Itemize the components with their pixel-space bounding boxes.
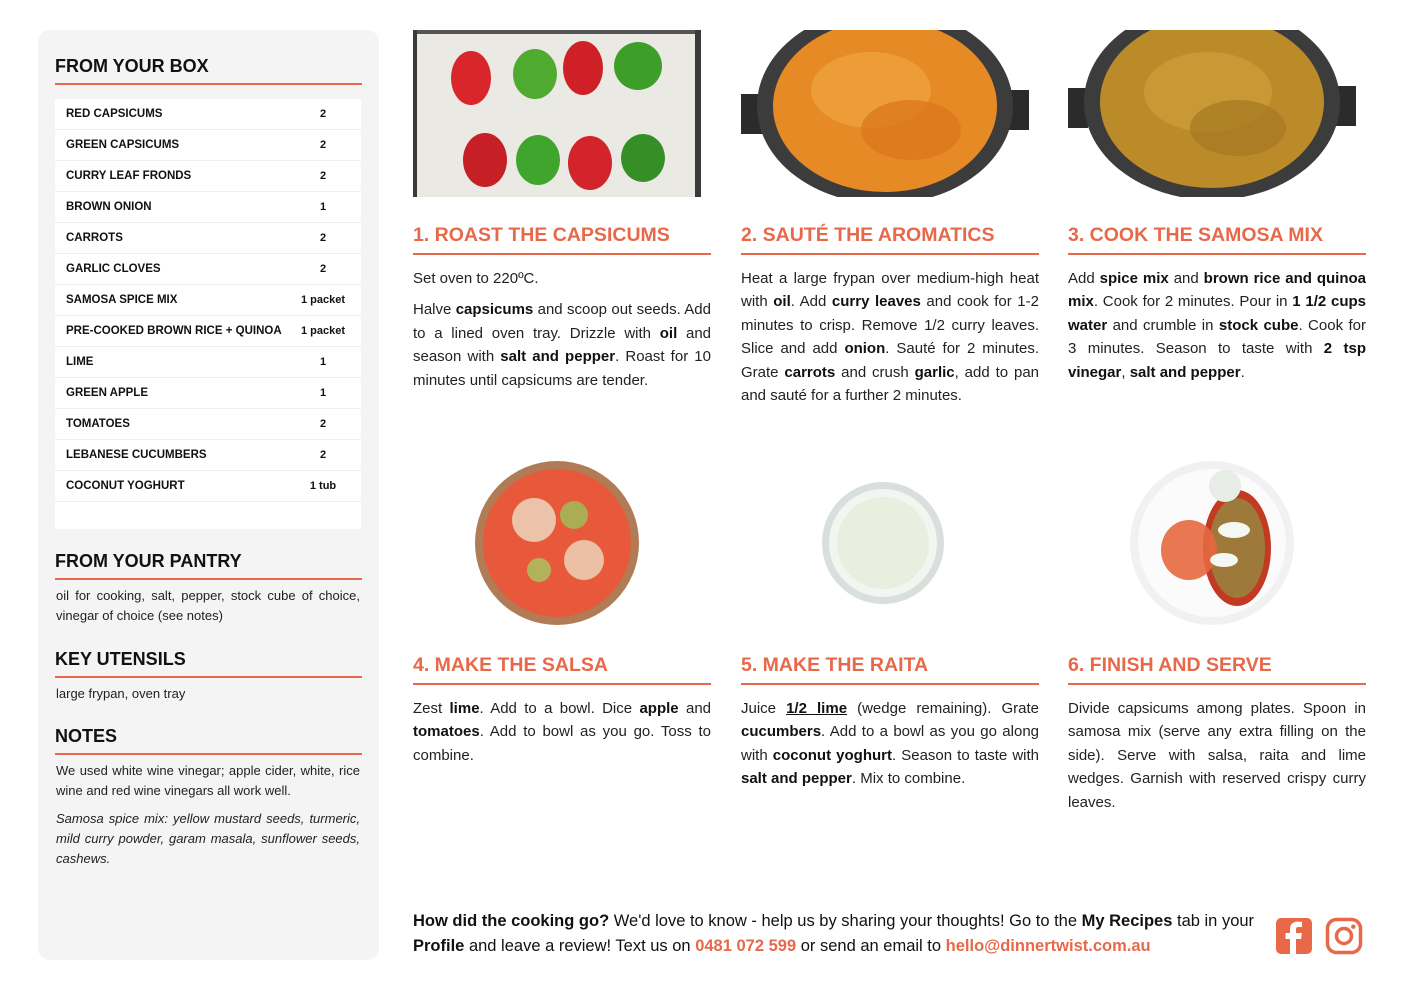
ingredient-highlight: oil	[773, 293, 791, 311]
step-text: . Add	[790, 293, 832, 311]
finished-plate-photo	[1129, 460, 1295, 626]
ingredient-name: COCONUT YOGHURT	[66, 480, 185, 492]
footer-text-3: and leave a review! Text us on	[464, 937, 696, 955]
ingredient-name: GREEN APPLE	[66, 387, 149, 399]
step-text: . Cook for 3 minutes. Season to taste with	[1068, 316, 1366, 358]
step-text: and	[1168, 270, 1204, 287]
ingredient-highlight: garlic	[914, 363, 955, 381]
instagram-icon[interactable]	[1325, 917, 1363, 955]
ingredient-name: CURRY LEAF FRONDS	[66, 170, 192, 182]
ingredient-qty: 2	[319, 449, 327, 461]
salsa-bowl-photo	[474, 460, 640, 626]
step-2-title: 2. SAUTÉ THE AROMATICS	[741, 224, 1039, 255]
notes-text-1: We used white wine vinegar; apple cider, white, rice wine and red wine vinegars all work well.	[56, 763, 360, 798]
step-text: . Add to a bowl. Dice	[479, 700, 640, 717]
step-text: Zest	[413, 700, 450, 717]
ingredient-highlight: spice mix	[1099, 270, 1169, 287]
footer-question: How did the cooking go?	[413, 912, 610, 930]
ingredient-row	[55, 130, 361, 161]
ingredient-highlight: salt and pepper	[1129, 363, 1241, 381]
ingredient-qty: 2	[319, 232, 327, 244]
ingredient-name: RED CAPSICUMS	[66, 108, 163, 120]
samosa-mix-photo	[1068, 30, 1356, 197]
ingredient-highlight: carrots	[784, 363, 836, 381]
step-text: . Cook for 2 minutes. Pour in	[1093, 293, 1293, 311]
box-ingredients-table	[55, 99, 361, 529]
ingredient-highlight: 1 1/2 cups water	[1068, 293, 1366, 334]
ingredient-highlight: cucumbers	[741, 723, 822, 741]
ingredient-qty: 1 packet	[300, 325, 346, 337]
step-text: . Add to a bowl as you go along with	[741, 723, 1039, 764]
step-text: and crush	[835, 363, 915, 381]
ingredients-sidebar	[38, 30, 379, 960]
utensils-title: KEY UTENSILS	[55, 649, 362, 678]
step-text: and scoop out seeds. Add to a lined oven tray. Drizzle with	[413, 301, 711, 342]
step-text: . Add to bowl as you go. Toss to combine.	[413, 723, 711, 764]
step-4-body	[413, 697, 711, 775]
ingredient-highlight: curry leaves	[831, 293, 921, 311]
ingredient-highlight: tomatoes	[413, 723, 480, 741]
step-text: .	[1240, 363, 1245, 381]
step-4-title: 4. MAKE THE SALSA	[413, 654, 711, 685]
phone-link[interactable]: 0481 072 599	[695, 937, 797, 955]
ingredient-row	[55, 347, 361, 378]
step-1-title: 1. ROAST THE CAPSICUMS	[413, 224, 711, 255]
saute-aromatics-photo	[741, 30, 1029, 197]
facebook-icon[interactable]	[1275, 917, 1313, 955]
box-title: FROM YOUR BOX	[55, 56, 362, 85]
ingredient-highlight: brown rice and quinoa mix	[1068, 270, 1366, 311]
step-paragraph	[413, 298, 711, 392]
step-paragraph	[1068, 697, 1366, 814]
ingredient-qty: 1	[319, 356, 327, 368]
ingredient-row	[55, 378, 361, 409]
ingredient-name: LIME	[66, 356, 94, 368]
footer-text-2: tab in your	[1172, 912, 1255, 930]
step-text: Add	[1068, 270, 1100, 287]
ingredient-qty: 1 packet	[300, 294, 346, 306]
step-paragraph	[741, 267, 1039, 407]
step-paragraph	[1068, 267, 1366, 384]
ingredient-highlight: coconut yoghurt	[772, 746, 892, 764]
step-text: , add to pan and sauté for a further 2 minutes.	[741, 363, 1040, 405]
step-5-body	[741, 697, 1039, 799]
step-text: Juice	[741, 700, 787, 717]
pantry-title: FROM YOUR PANTRY	[55, 551, 362, 580]
ingredient-name: CARROTS	[66, 232, 123, 244]
ingredient-qty: 2	[319, 418, 327, 430]
feedback-footer	[413, 909, 1263, 959]
ingredient-row	[55, 440, 361, 471]
footer-text-1: We'd love to know - help us by sharing your thoughts! Go to the	[609, 912, 1082, 930]
ingredient-highlight: oil	[659, 324, 678, 342]
ingredient-name: LEBANESE CUCUMBERS	[66, 449, 207, 461]
ingredient-row	[55, 99, 361, 130]
ingredient-row	[55, 161, 361, 192]
ingredient-row	[55, 192, 361, 223]
ingredient-row	[55, 471, 361, 502]
ingredient-row	[55, 223, 361, 254]
step-text: Heat a large frypan over medium-high heat with	[741, 270, 1039, 311]
step-text: (wedge remaining). Grate	[847, 700, 1039, 717]
ingredient-row	[55, 316, 361, 347]
notes-text-2: Samosa spice mix: yellow mustard seeds, turmeric, mild curry powder, garam masala, sunflower seeds, cashews.	[56, 811, 360, 866]
step-paragraph	[413, 697, 711, 767]
footer-text-4: or send an email to	[796, 937, 946, 955]
ingredient-highlight: 1/2 lime	[786, 700, 848, 717]
ingredient-row	[55, 254, 361, 285]
pantry-text: oil for cooking, salt, pepper, stock cube of choice, vinegar of choice (see notes)	[56, 588, 360, 623]
step-text: . Season to taste with	[891, 746, 1040, 764]
ingredient-name: GREEN CAPSICUMS	[66, 139, 180, 151]
step-text: and crumble in	[1107, 316, 1219, 334]
step-6-body	[1068, 697, 1366, 822]
step-3-body	[1068, 267, 1366, 392]
step-paragraph	[741, 697, 1039, 791]
ingredient-row	[55, 285, 361, 316]
ingredient-highlight: 2 tsp vinegar	[1068, 340, 1366, 381]
ingredient-highlight: lime	[449, 700, 480, 717]
my-recipes-label: My Recipes	[1081, 912, 1173, 930]
step-2-body	[741, 267, 1039, 415]
ingredient-qty: 1	[319, 201, 327, 213]
notes-title: NOTES	[55, 726, 362, 755]
step-text: Halve	[413, 301, 456, 319]
ingredient-row	[55, 409, 361, 440]
profile-label: Profile	[413, 937, 465, 955]
ingredient-name: SAMOSA SPICE MIX	[66, 294, 178, 306]
step-text: . Sauté for 2 minutes. Grate	[741, 340, 1039, 381]
step-1-body	[413, 267, 711, 400]
ingredient-highlight: salt and pepper	[500, 348, 616, 366]
step-text: Divide capsicums among plates. Spoon in samosa mix (serve any extra filling on the side). Serve with salsa, raita and lime wedges. Garnish with reserved crispy curry leaves.	[1068, 700, 1366, 811]
ingredient-qty: 2	[319, 108, 327, 120]
step-5-title: 5. MAKE THE RAITA	[741, 654, 1039, 685]
roast-capsicums-photo	[413, 30, 701, 197]
ingredient-qty: 2	[319, 263, 327, 275]
utensils-text: large frypan, oven tray	[56, 686, 186, 701]
step-text: . Mix to combine.	[851, 770, 966, 788]
ingredient-qty: 2	[319, 170, 327, 182]
ingredient-qty: 1	[319, 387, 327, 399]
ingredient-highlight: onion	[844, 340, 886, 358]
ingredient-highlight: stock cube	[1218, 316, 1299, 334]
step-text: and season with	[413, 324, 712, 366]
step-paragraph	[413, 267, 711, 290]
ingredient-highlight: capsicums	[455, 301, 534, 319]
step-text: . Roast for 10 minutes until capsicums are tender.	[413, 348, 711, 389]
ingredient-name: TOMATOES	[66, 418, 130, 430]
ingredient-qty: 1 tub	[309, 480, 337, 492]
ingredient-name: GARLIC CLOVES	[66, 263, 161, 275]
ingredient-name: PRE-COOKED BROWN RICE + QUINOA	[66, 325, 282, 337]
step-text: ,	[1121, 363, 1130, 381]
ingredient-name: BROWN ONION	[66, 201, 152, 213]
step-3-title: 3. COOK THE SAMOSA MIX	[1068, 224, 1366, 255]
step-text: and	[678, 700, 712, 717]
step-text: Set oven to 220ºC.	[413, 270, 539, 287]
ingredient-highlight: salt and pepper	[741, 770, 852, 788]
step-text: and cook for 1-2 minutes to crisp. Remove 1/2 curry leaves. Slice and add	[741, 293, 1039, 358]
ingredient-highlight: apple	[639, 700, 679, 717]
step-6-title: 6. FINISH AND SERVE	[1068, 654, 1366, 685]
raita-bowl-photo	[821, 480, 945, 606]
email-link[interactable]: hello@dinnertwist.com.au	[945, 937, 1151, 955]
ingredient-qty: 2	[319, 139, 327, 151]
